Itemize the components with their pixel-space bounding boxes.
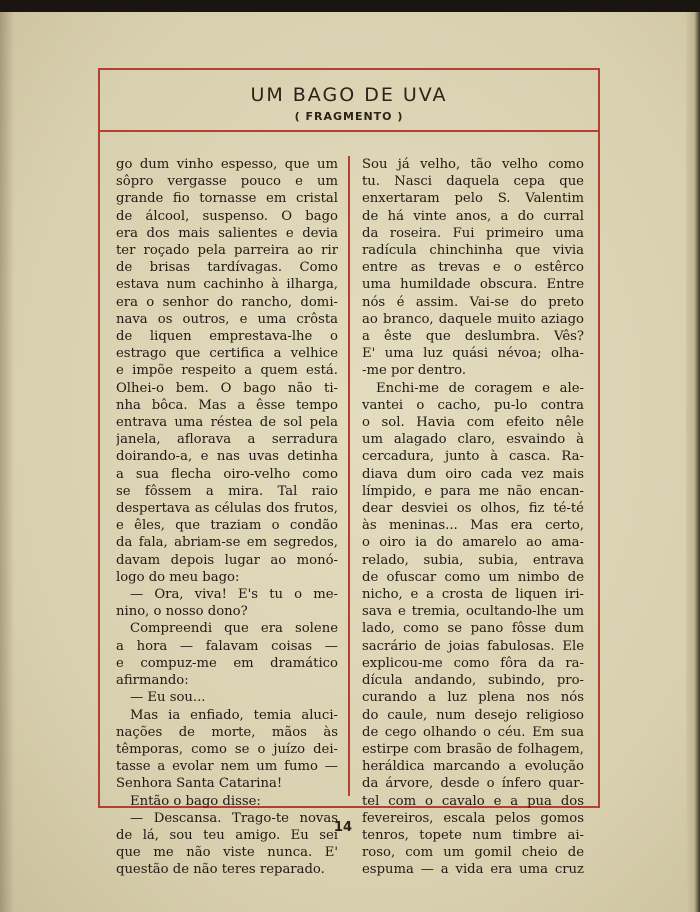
column-divider bbox=[348, 156, 350, 796]
text-line: tasse a evolar nem um fumo — bbox=[116, 759, 338, 775]
text-line: logo do meu bago: bbox=[116, 569, 240, 585]
text-line: de cego olhando o céu. Em sua bbox=[362, 724, 584, 740]
text-line: questão de não teres reparado. bbox=[116, 862, 325, 878]
text-line: de álcool, suspenso. O bago bbox=[116, 208, 338, 224]
text-line: do caule, num desejo religioso bbox=[362, 707, 584, 723]
text-line: diava dum oiro cada vez mais bbox=[362, 466, 584, 482]
text-line: que me não viste nunca. E' bbox=[116, 845, 338, 861]
text-line: de lá, sou teu amigo. Eu sei bbox=[116, 827, 338, 843]
text-line: entre as trevas e o estêrco bbox=[362, 260, 584, 276]
text-line: a hora — falavam coisas — bbox=[116, 638, 338, 654]
text-line: o oiro ia do amarelo ao ama- bbox=[362, 535, 584, 551]
text-line: nicho, e a crosta de liquen iri- bbox=[362, 587, 584, 603]
text-line: a sua flecha oiro-velho como bbox=[116, 466, 338, 482]
text-line: roso, com um gomil cheio de bbox=[362, 845, 584, 861]
text-line: grande fio tornasse em cristal bbox=[116, 191, 338, 207]
page-title: UM BAGO DE UVA bbox=[250, 84, 448, 106]
text-line: explicou-me como fôra da ra- bbox=[362, 655, 584, 671]
text-line: janela, aflorava a serradura bbox=[116, 432, 338, 448]
text-line: relado, subia, subia, entrava bbox=[362, 552, 584, 568]
text-line: de brisas tardívagas. Como bbox=[116, 260, 338, 276]
page-subtitle: ( FRAGMENTO ) bbox=[294, 110, 404, 123]
text-line: ter roçado pela parreira ao rir bbox=[116, 243, 338, 259]
text-line: tenros, topete num timbre ai- bbox=[362, 827, 584, 843]
text-line: — Ora, viva! E's tu o me- bbox=[130, 587, 338, 603]
text-line: e êles, que traziam o condão bbox=[116, 518, 338, 534]
text-line: sôpro vergasse pouco e um bbox=[116, 174, 338, 190]
text-line: nava os outros, e uma crôsta bbox=[116, 311, 338, 327]
text-line: estrago que certifica a velhice bbox=[116, 346, 338, 362]
text-line: era dos mais salientes e devia bbox=[116, 225, 338, 241]
text-line: límpido, e para me não encan- bbox=[362, 483, 584, 499]
text-line: vantei o cacho, pu-lo contra bbox=[362, 397, 584, 413]
text-line: de há vinte anos, a do curral bbox=[362, 208, 584, 224]
page-number: 14 bbox=[333, 820, 353, 835]
text-line: Enchi-me de coragem e ale- bbox=[376, 380, 584, 396]
text-line: Sou já velho, tão velho como bbox=[362, 157, 584, 172]
text-line: têmporas, como se o juízo dei- bbox=[116, 741, 338, 757]
text-line: e impõe respeito a quem está. bbox=[116, 363, 338, 379]
left-column bbox=[116, 156, 338, 879]
text-line: estirpe com brasão de folhagem, bbox=[362, 741, 584, 757]
text-line: Olhei-o bem. O bago não ti- bbox=[116, 380, 338, 396]
page-edge bbox=[686, 12, 700, 912]
text-line: go dum vinho espesso, que um bbox=[116, 157, 338, 172]
text-line: lado, como se pano fôsse dum bbox=[362, 621, 584, 637]
text-line: E' uma luz quási névoa; olha- bbox=[362, 346, 584, 362]
text-line: e compuz-me em dramático bbox=[116, 655, 338, 671]
text-line: curando a luz plena nos nós bbox=[362, 690, 584, 706]
text-line: despertava as células dos frutos, bbox=[116, 501, 338, 517]
text-line: era o senhor do rancho, domi- bbox=[116, 294, 338, 310]
text-line: dear desviei os olhos, fiz té-té bbox=[362, 501, 584, 517]
text-line: a êste que deslumbra. Vês? bbox=[362, 329, 584, 345]
text-line: nha bôca. Mas a êsse tempo bbox=[116, 397, 338, 413]
text-line: doirando-a, e nas uvas detinha bbox=[116, 449, 338, 465]
text-line: sava e tremia, ocultando-lhe um bbox=[362, 604, 584, 620]
text-line: nós é assim. Vai-se do preto bbox=[362, 294, 584, 310]
text-line: às meninas... Mas era certo, bbox=[362, 518, 584, 534]
text-line: -me por dentro. bbox=[362, 363, 467, 379]
title-box bbox=[100, 70, 598, 132]
text-line: uma humildade obscura. Entre bbox=[362, 277, 584, 293]
text-line: dícula andando, subindo, pro- bbox=[362, 673, 584, 689]
text-line: da fala, abriam-se em segredos, bbox=[116, 535, 338, 551]
text-line: — Eu sou... bbox=[130, 690, 206, 706]
right-column bbox=[362, 156, 584, 879]
text-line: heráldica marcando a evolução bbox=[362, 759, 584, 775]
text-line: tel com o cavalo e a pua dos bbox=[362, 793, 584, 809]
text-line: se fôssem a mira. Tal raio bbox=[116, 483, 338, 499]
text-line: cercadura, junto à casca. Ra- bbox=[362, 449, 584, 465]
gutter-shadow bbox=[0, 12, 14, 912]
text-line: da árvore, desde o ínfero quar- bbox=[362, 776, 584, 792]
text-line: radícula chinchinha que vivia bbox=[362, 243, 584, 259]
text-line: de ofuscar como um nimbo de bbox=[362, 569, 584, 585]
text-line: — Descansa. Trago-te novas bbox=[130, 810, 338, 826]
text-line: Mas ia enfiado, temia aluci- bbox=[130, 707, 338, 723]
text-line: estava num cachinho à ilharga, bbox=[116, 277, 338, 293]
book-page bbox=[0, 12, 686, 912]
text-line: nino, o nosso dono? bbox=[116, 604, 248, 620]
text-line: sacrário de joias fabulosas. Ele bbox=[362, 638, 584, 654]
text-line: da roseira. Fui primeiro uma bbox=[362, 225, 584, 241]
text-line: um alagado claro, esvaindo à bbox=[362, 432, 584, 448]
text-line: Então o bago disse: bbox=[130, 793, 261, 809]
text-line: tu. Nasci daquela cepa que bbox=[362, 174, 584, 190]
text-line: Compreendi que era solene bbox=[130, 621, 338, 637]
text-line: entrava uma réstea de sol pela bbox=[116, 415, 338, 431]
text-line: espuma — a vida era uma cruz bbox=[362, 862, 584, 878]
text-line: ao branco, daquele muito aziago bbox=[362, 311, 584, 327]
text-line: fevereiros, escala pelos gomos bbox=[362, 810, 584, 826]
text-line: davam depois lugar ao monó- bbox=[116, 552, 338, 568]
text-line: nações de morte, mãos às bbox=[116, 724, 338, 740]
text-line: de liquen emprestava-lhe o bbox=[116, 329, 338, 345]
text-line: o sol. Havia com efeito nêle bbox=[362, 415, 584, 431]
text-line: Senhora Santa Catarina! bbox=[116, 776, 283, 792]
text-line: enxertaram pelo S. Valentim bbox=[362, 191, 584, 207]
text-line: afirmando: bbox=[116, 673, 189, 689]
